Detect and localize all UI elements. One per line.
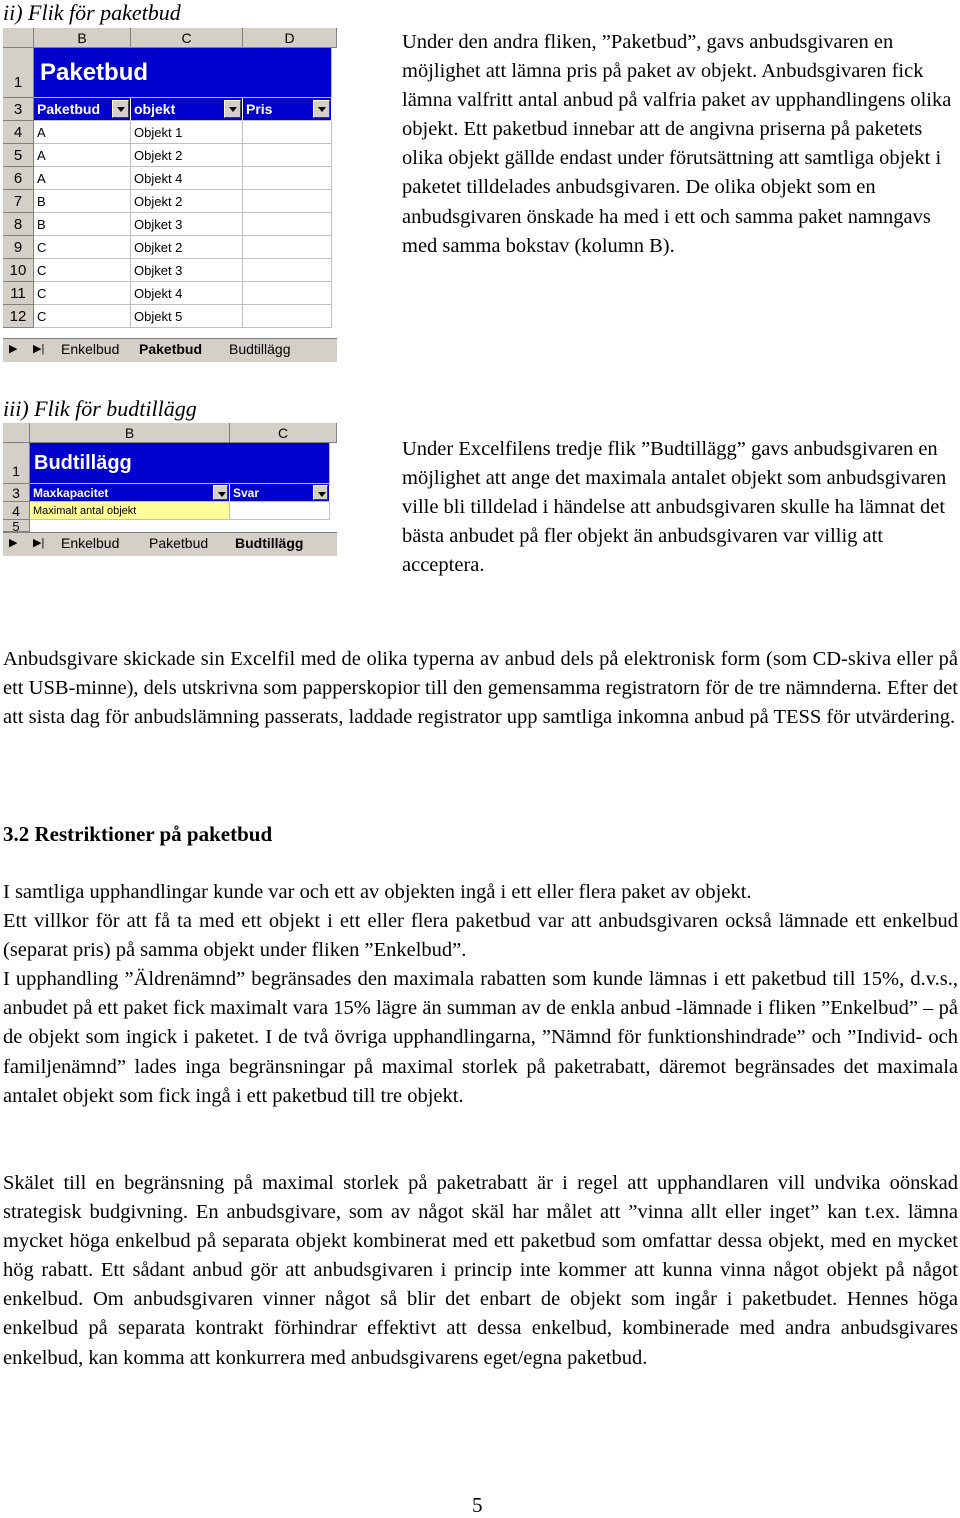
restriktioner-line-3: I upphandling ”Äldrenämnd” begränsades den maximala rabatten som kunde lämnas i ett paketbud till 15%, d.v.s., anbudet på ett paket fick maximalt vara 15% lägre än summan av de enkla anbud -lämnade i fliken ”Enkelbud” – på de objekt som ingick i paketet. I de två övriga upphandlingarna, ”Nämnd för funktionshindrade” och ”Individ- och familjenämnd” lades inga begränsningar på maximal storlek på paketrabatt, däremot begränsades det maximala antalet objekt som fick ingå i ett paketbud till tre objekt.	[3, 968, 958, 1107]
cell-objekt[interactable]: Objket 3	[131, 213, 243, 236]
row-header[interactable]: 5	[3, 144, 34, 167]
cell-objekt[interactable]: Objket 3	[131, 259, 243, 282]
cell-paket[interactable]: A	[34, 121, 131, 144]
row-header[interactable]: 11	[3, 282, 34, 305]
budtillagg-spreadsheet	[3, 423, 337, 556]
filter-dropdown-icon[interactable]	[313, 100, 330, 118]
next-sheet-arrow-icon[interactable]: ▶|	[33, 343, 45, 355]
row-header[interactable]: 1	[3, 48, 34, 98]
sheet-title: Budtillägg	[30, 443, 330, 484]
filter-dropdown-icon[interactable]	[112, 100, 129, 118]
strategic-bidding-paragraph: Skälet till en begränsning på maximal storlek på paketrabatt är i regel att upphandlaren vill undvika oönskad strategisk budgivning. En anbudsgivare, som av något skäl har målet att ”vinna allt eller inget” kan t.ex. lämna mycket höga enkelbud på separata objekt kombinerat med ett paketbud som omfattar dessa objekt, med en mycket hög rabatt. Ett sådant anbud gör att anbudsgivaren i princip inte kommer att kunna vinna något objekt på något enkelbud. Om anbudsgivaren vinner något så blir det enbart de objekt som ingår i paketbudet. Hennes höga enkelbud på separata kontrakt förhindrar effektivt att dessa enkelbud, kombinerade med andra anbudsgivares enkelbud, kan komma att konkurrera med anbudsgivarens eget/egna paketbud.	[3, 1172, 958, 1369]
section-heading-paketbud: ii) Flik för paketbud	[3, 0, 181, 25]
header-cell-pris[interactable]	[243, 98, 332, 121]
cell-pris[interactable]	[243, 144, 332, 167]
header-cell-paketbud[interactable]	[34, 98, 131, 121]
paketbud-description: Under den andra fliken, ”Paketbud”, gavs anbudsgivaren en möjlighet att lämna pris på paket av objekt. Anbudsgivaren fick lämna valfritt antal anbud på valfria paket av upphandlingens olika objekt. Ett paketbud innebar att de angivna priserna på paketets olika objekt gällde endast under förutsättning att samtliga objekt i paketet tilldelades anbudsgivaren. De olika objekt som en anbudsgivaren önskade ha med i ett och samma paket namngavs med samma bokstav (kolumn B).	[402, 31, 952, 257]
tab-budtillagg[interactable]: Budtillägg	[235, 535, 304, 551]
restriktioner-line-2: Ett villkor för att få ta med ett objekt i ett eller flera paketbud var att anbudsgivaren också lämnade ett enkelbud (separat pris) på samma objekt under fliken ”Enkelbud”.	[3, 910, 958, 962]
restriktioner-paragraph	[3, 878, 958, 1111]
cell-maximalt-antal-objekt[interactable]: Maximalt antal objekt	[30, 502, 230, 520]
cell-pris[interactable]	[243, 121, 332, 144]
row-header[interactable]: 7	[3, 190, 34, 213]
filter-dropdown-icon[interactable]	[213, 485, 228, 500]
row-header[interactable]: 3	[3, 98, 34, 121]
cell-paket[interactable]: B	[34, 213, 131, 236]
header-cell-label: Pris	[246, 101, 273, 117]
column-header-d[interactable]: D	[243, 28, 337, 48]
header-cell-label: objekt	[134, 101, 176, 117]
submission-paragraph: Anbudsgivare skickade sin Excelfil med de olika typerna av anbud dels på elektronisk form (som CD-skiva eller på ett USB-minne), dels utskrivna som papperskopior till den gemensamma registratorn för de tre nämnderna. Efter det att sista dag för anbudslämning passerats, laddade registrator upp samtliga inkomna anbud på TESS för utvärdering.	[3, 648, 958, 729]
row-header[interactable]: 10	[3, 259, 34, 282]
cell-objekt[interactable]: Objekt 4	[131, 282, 243, 305]
column-header-b[interactable]: B	[30, 423, 230, 443]
cell-paket[interactable]: C	[34, 236, 131, 259]
cell-paket[interactable]: C	[34, 282, 131, 305]
tab-enkelbud[interactable]: Enkelbud	[61, 535, 120, 551]
filter-dropdown-icon[interactable]	[313, 485, 328, 500]
sheet-tab-bar	[3, 338, 337, 362]
row-header[interactable]: 5	[3, 520, 30, 532]
first-sheet-arrow-icon[interactable]: ▶	[9, 537, 18, 549]
cell-svar-input[interactable]	[230, 502, 330, 520]
first-sheet-arrow-icon[interactable]: ▶	[9, 343, 18, 355]
cell-objekt[interactable]: Objekt 4	[131, 167, 243, 190]
section-heading-restriktioner: 3.2 Restriktioner på paketbud	[3, 822, 273, 846]
tab-paketbud[interactable]: Paketbud	[149, 535, 209, 551]
cell-paket[interactable]: C	[34, 305, 131, 328]
cell-objekt[interactable]: Objekt 5	[131, 305, 243, 328]
header-cell-label: Svar	[233, 486, 260, 500]
restriktioner-line-1: I samtliga upphandlingar kunde var och ett av objekten ingå i ett eller flera paket av objekt.	[3, 881, 752, 903]
cell-pris[interactable]	[243, 213, 332, 236]
row-header[interactable]: 8	[3, 213, 34, 236]
cell-paket[interactable]: A	[34, 144, 131, 167]
row-header[interactable]: 6	[3, 167, 34, 190]
cell-objekt[interactable]: Objekt 2	[131, 190, 243, 213]
row-header[interactable]: 3	[3, 484, 30, 502]
sheet-tab-bar	[3, 532, 337, 556]
row-header[interactable]: 4	[3, 502, 30, 520]
budtillagg-description: Under Excelfilens tredje flik ”Budtillägg” gavs anbudsgivaren en möjlighet att ange det maximala antalet objekt som anbudsgivaren ville bli tilldelad i händelse att anbudsgivaren skulle ha lämnat det bästa anbudet på fler objekt än anbudsgivaren var villig att acceptera.	[402, 438, 947, 577]
cell-paket[interactable]: C	[34, 259, 131, 282]
header-cell-objekt[interactable]	[131, 98, 243, 121]
column-header-b[interactable]: B	[34, 28, 131, 48]
cell-pris[interactable]	[243, 259, 332, 282]
cell-pris[interactable]	[243, 167, 332, 190]
tab-budtillagg[interactable]: Budtillägg	[229, 341, 291, 357]
header-cell-svar[interactable]	[230, 484, 330, 502]
cell-pris[interactable]	[243, 236, 332, 259]
cell-pris[interactable]	[243, 305, 332, 328]
row-header[interactable]: 12	[3, 305, 34, 328]
row-header[interactable]: 4	[3, 121, 34, 144]
paketbud-spreadsheet	[3, 28, 337, 362]
cell-pris[interactable]	[243, 282, 332, 305]
cell-paket[interactable]: A	[34, 167, 131, 190]
cell-objekt[interactable]: Objket 2	[131, 236, 243, 259]
cell-objekt[interactable]: Objekt 1	[131, 121, 243, 144]
header-cell-maxkapacitet[interactable]	[30, 484, 230, 502]
section-heading-budtillagg: iii) Flik för budtillägg	[3, 396, 197, 421]
filter-dropdown-icon[interactable]	[224, 100, 241, 118]
tab-enkelbud[interactable]: Enkelbud	[61, 341, 120, 357]
column-header-c[interactable]: C	[131, 28, 243, 48]
sheet-corner	[3, 28, 34, 48]
sheet-title: Paketbud	[34, 48, 332, 98]
tab-paketbud[interactable]: Paketbud	[139, 341, 203, 357]
column-header-c[interactable]: C	[230, 423, 337, 443]
sheet-corner	[3, 423, 30, 443]
row-header[interactable]: 9	[3, 236, 34, 259]
cell-paket[interactable]: B	[34, 190, 131, 213]
header-cell-label: Paketbud	[37, 101, 101, 117]
next-sheet-arrow-icon[interactable]: ▶|	[33, 537, 45, 549]
page-number: 5	[472, 1493, 483, 1517]
header-cell-label: Maxkapacitet	[33, 486, 109, 500]
cell-pris[interactable]	[243, 190, 332, 213]
row-header[interactable]: 1	[3, 443, 30, 484]
cell-objekt[interactable]: Objekt 2	[131, 144, 243, 167]
